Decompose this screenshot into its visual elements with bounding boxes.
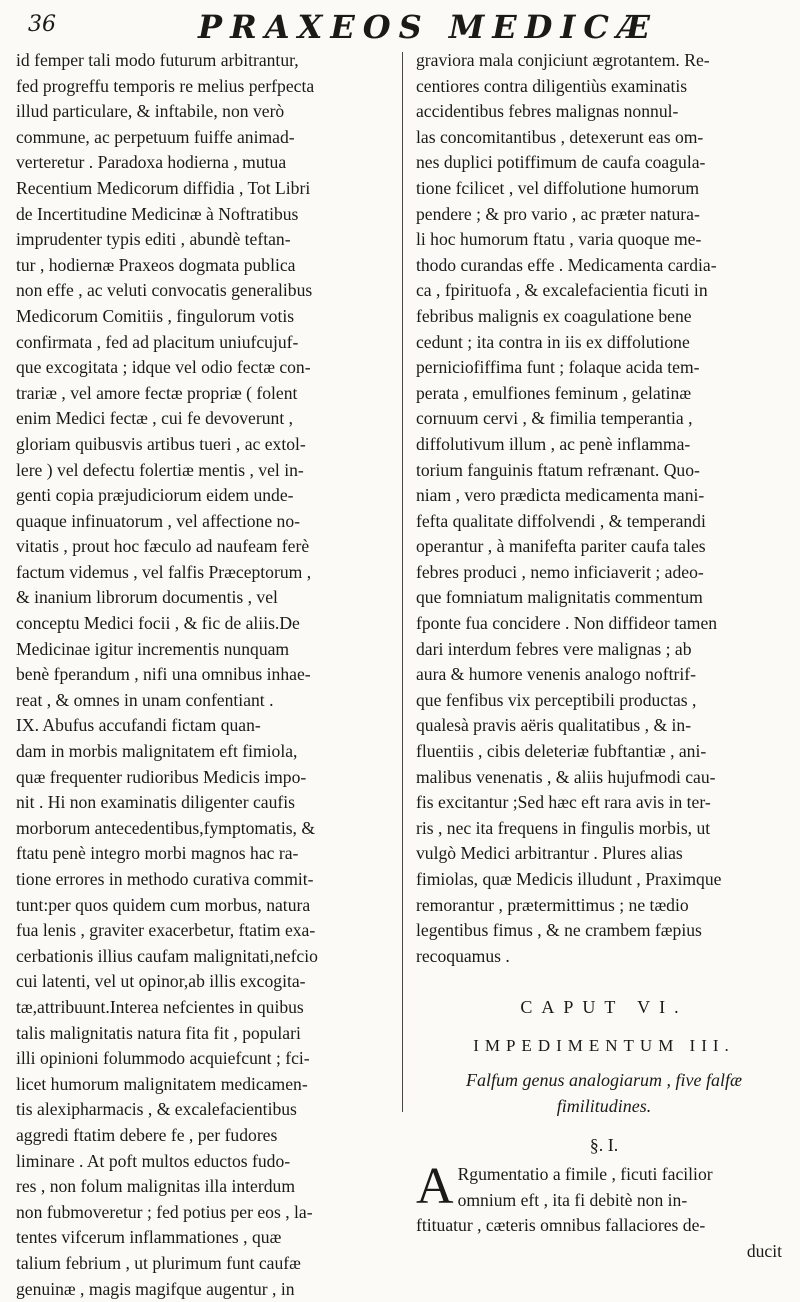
text-line: que fomniatum malignitatis commentum bbox=[416, 585, 792, 611]
text-line: vitatis , prout hoc fæculo ad naufeam ferè bbox=[16, 534, 386, 560]
text-line: cornuum cervi , & fimilia temperantia , bbox=[416, 406, 792, 432]
text-line: illi opinioni folummodo acquiefcunt ; fci- bbox=[16, 1046, 386, 1072]
text-line: thodo curandas effe . Medicamenta cardia- bbox=[416, 253, 792, 279]
text-line: enim Medici fectæ , cui fe devoverunt , bbox=[16, 406, 386, 432]
chapter-description-line: fimilitudines. bbox=[416, 1093, 792, 1119]
text-line: aggredi ftatim debere fe , per fudores bbox=[16, 1123, 386, 1149]
text-line: ducit bbox=[416, 1239, 792, 1265]
text-line: verteretur . Paradoxa hodierna , mutua bbox=[16, 150, 386, 176]
text-line: non effe , ac veluti convocatis generalibus bbox=[16, 278, 386, 304]
text-line: remorantur , prætermittimus ; ne tædio bbox=[416, 893, 792, 919]
text-line: ftituatur , cæteris omnibus fallaciores de- bbox=[416, 1213, 792, 1239]
text-line: lere ) vel defectu folertiæ mentis , vel in- bbox=[16, 458, 386, 484]
text-line: tis alexipharmacis , & excalefacientibus bbox=[16, 1097, 386, 1123]
text-line: fluentiis , cibis deleteriæ fubftantiæ , ani- bbox=[416, 739, 792, 765]
text-line: perata , emulfiones feminum , gelatinæ bbox=[416, 381, 792, 407]
text-line: fed progreffu temporis re melius perfpecta bbox=[16, 74, 386, 100]
text-line: qualesà pravis aëris qualitatibus , & in- bbox=[416, 713, 792, 739]
text-line: fefta qualitate diffolvendi , & temperandi bbox=[416, 509, 792, 535]
text-line: nit . Hi non examinatis diligenter caufis bbox=[16, 790, 386, 816]
section-paragraph bbox=[416, 1162, 792, 1264]
text-line: graviora mala conjiciunt ægrotantem. Re- bbox=[416, 48, 792, 74]
text-line: febribus malignis ex coagulatione bene bbox=[416, 304, 792, 330]
text-line: Medicinae igitur incrementis nunquam bbox=[16, 637, 386, 663]
text-line: benè fperandum , nifi una omnibus inhae- bbox=[16, 662, 386, 688]
text-line: quaque infinuatorum , vel affectione no- bbox=[16, 509, 386, 535]
drop-cap: A bbox=[416, 1164, 454, 1210]
text-line: cerbationis illius caufam malignitati,nefcio bbox=[16, 944, 386, 970]
right-column-body bbox=[416, 48, 792, 969]
column-divider bbox=[402, 52, 403, 1112]
section-mark: §. I. bbox=[416, 1133, 792, 1159]
text-line: IX. Abufus accufandi fictam quan- bbox=[16, 713, 386, 739]
text-line: tione fcilicet , vel diffolutione humorum bbox=[416, 176, 792, 202]
chapter-subtitle: IMPEDIMENTUM III. bbox=[416, 1033, 792, 1059]
text-line: liminare . At poft multos eductos fudo- bbox=[16, 1149, 386, 1175]
text-line: malibus venenatis , & aliis hujufmodi cau- bbox=[416, 765, 792, 791]
text-line: cui latenti, vel ut opinor,ab illis excogita- bbox=[16, 969, 386, 995]
text-line: ftatu penè integro morbi magnos hac ra- bbox=[16, 841, 386, 867]
text-line: diffolutivum illum , ac penè inflamma- bbox=[416, 432, 792, 458]
text-line: dari interdum febres vere malignas ; ab bbox=[416, 637, 792, 663]
text-line: illud particulare, & inftabile, non verò bbox=[16, 99, 386, 125]
text-line: torium fanguinis ftatum refrænant. Quo- bbox=[416, 458, 792, 484]
text-line: cedunt ; ita contra in iis ex diffolutione bbox=[416, 330, 792, 356]
text-line: li hoc humorum ftatu , varia quoque me- bbox=[416, 227, 792, 253]
text-line: trariæ , vel amore fectæ propriæ ( folent bbox=[16, 381, 386, 407]
text-line: quæ frequenter rudioribus Medicis impo- bbox=[16, 765, 386, 791]
running-title: PRAXEOS MEDICÆ bbox=[88, 8, 768, 46]
text-line: res , non folum malignitas illa interdum bbox=[16, 1174, 386, 1200]
text-line: talium febrium , ut plurimum funt caufæ bbox=[16, 1251, 386, 1277]
text-line: conceptu Medici focii , & fic de aliis.De bbox=[16, 611, 386, 637]
page-header bbox=[28, 8, 776, 44]
text-line: confirmata , fed ad placitum uniufcujuf- bbox=[16, 330, 386, 356]
left-column bbox=[16, 48, 386, 1160]
text-line: fis excitantur ;Sed hæc eft rara avis in ter- bbox=[416, 790, 792, 816]
text-line: genuinæ , magis magifque augentur , in bbox=[16, 1277, 386, 1302]
right-column bbox=[416, 48, 792, 1160]
chapter-description-line: Falfum genus analogiarum , five falfæ bbox=[416, 1067, 792, 1093]
text-line: tæ,attribuunt.Interea nefcientes in quibus bbox=[16, 995, 386, 1021]
text-line: recoquamus . bbox=[416, 944, 792, 970]
text-line: commune, ac perpetuum fuiffe animad- bbox=[16, 125, 386, 151]
text-line: que excogitata ; idque vel odio fectæ con- bbox=[16, 355, 386, 381]
text-line: Medicorum Comitiis , fingulorum votis bbox=[16, 304, 386, 330]
chapter-description bbox=[416, 1067, 792, 1119]
text-line: factum videmus , vel falfis Præceptorum , bbox=[16, 560, 386, 586]
text-line: reat , & omnes in unam confentiant . bbox=[16, 688, 386, 714]
text-line: omnium eft , ita fi debitè non in- bbox=[458, 1188, 792, 1214]
text-line: Rgumentatio a fimile , ficuti facilior bbox=[458, 1162, 792, 1188]
text-line: legentibus fimus , & ne crambem fæpius bbox=[416, 918, 792, 944]
text-line: Recentium Medicorum diffidia , Tot Libri bbox=[16, 176, 386, 202]
text-line: que fenfibus vix perceptibili productas , bbox=[416, 688, 792, 714]
text-line: tione errores in methodo curativa commit- bbox=[16, 867, 386, 893]
text-line: febres produci , nemo inficiaverit ; adeo- bbox=[416, 560, 792, 586]
text-line: dam in morbis malignitatem eft fimiola, bbox=[16, 739, 386, 765]
text-line: gloriam quibusvis artibus tueri , ac extol- bbox=[16, 432, 386, 458]
text-line: morborum antecedentibus,fymptomatis, & bbox=[16, 816, 386, 842]
text-line: las concomitantibus , detexerunt eas om- bbox=[416, 125, 792, 151]
text-line: genti copia præjudiciorum eidem unde- bbox=[16, 483, 386, 509]
text-line: perniciofiffima funt ; folaque acida tem- bbox=[416, 355, 792, 381]
chapter-heading: CAPUT VI. bbox=[416, 995, 792, 1021]
text-line: non fubmoveretur ; fed potius per eos , la- bbox=[16, 1200, 386, 1226]
text-line: operantur , à manifefta pariter caufa tales bbox=[416, 534, 792, 560]
text-line: niam , vero prædicta medicamenta mani- bbox=[416, 483, 792, 509]
text-line: de Incertitudine Medicinæ à Noftratibus bbox=[16, 202, 386, 228]
text-line: id femper tali modo futurum arbitrantur, bbox=[16, 48, 386, 74]
text-line: fua lenis , graviter exacerbetur, ftatim exa- bbox=[16, 918, 386, 944]
text-line: pendere ; & pro vario , ac præter natura- bbox=[416, 202, 792, 228]
text-line: ca , fpirituofa , & excalefacientia ficuti in bbox=[416, 278, 792, 304]
text-line: imprudenter typis editi , abundè teftan- bbox=[16, 227, 386, 253]
text-line: tur , hodiernæ Praxeos dogmata publica bbox=[16, 253, 386, 279]
text-line: aura & humore venenis analogo noftrif- bbox=[416, 662, 792, 688]
text-line: fimiolas, quæ Medicis illudunt , Praximque bbox=[416, 867, 792, 893]
text-line: & inanium librorum documentis , vel bbox=[16, 585, 386, 611]
text-line: fponte fua concidere . Non diffideor tamen bbox=[416, 611, 792, 637]
text-line: tunt:per quos quidem cum morbus, natura bbox=[16, 893, 386, 919]
text-line: nes duplici potiffimum de caufa coagula- bbox=[416, 150, 792, 176]
text-line: talis malignitatis natura fita fit , populari bbox=[16, 1021, 386, 1047]
text-line: vulgò Medici arbitrantur . Plures alias bbox=[416, 841, 792, 867]
text-line: accidentibus febres malignas nonnul- bbox=[416, 99, 792, 125]
text-line: tentes vifcerum inflammationes , quæ bbox=[16, 1225, 386, 1251]
text-line: centiores contra diligentiùs examinatis bbox=[416, 74, 792, 100]
text-line: ris , nec ita frequens in fingulis morbis, ut bbox=[416, 816, 792, 842]
page-number: 36 bbox=[28, 12, 56, 37]
text-line: licet humorum malignitatem medicamen- bbox=[16, 1072, 386, 1098]
